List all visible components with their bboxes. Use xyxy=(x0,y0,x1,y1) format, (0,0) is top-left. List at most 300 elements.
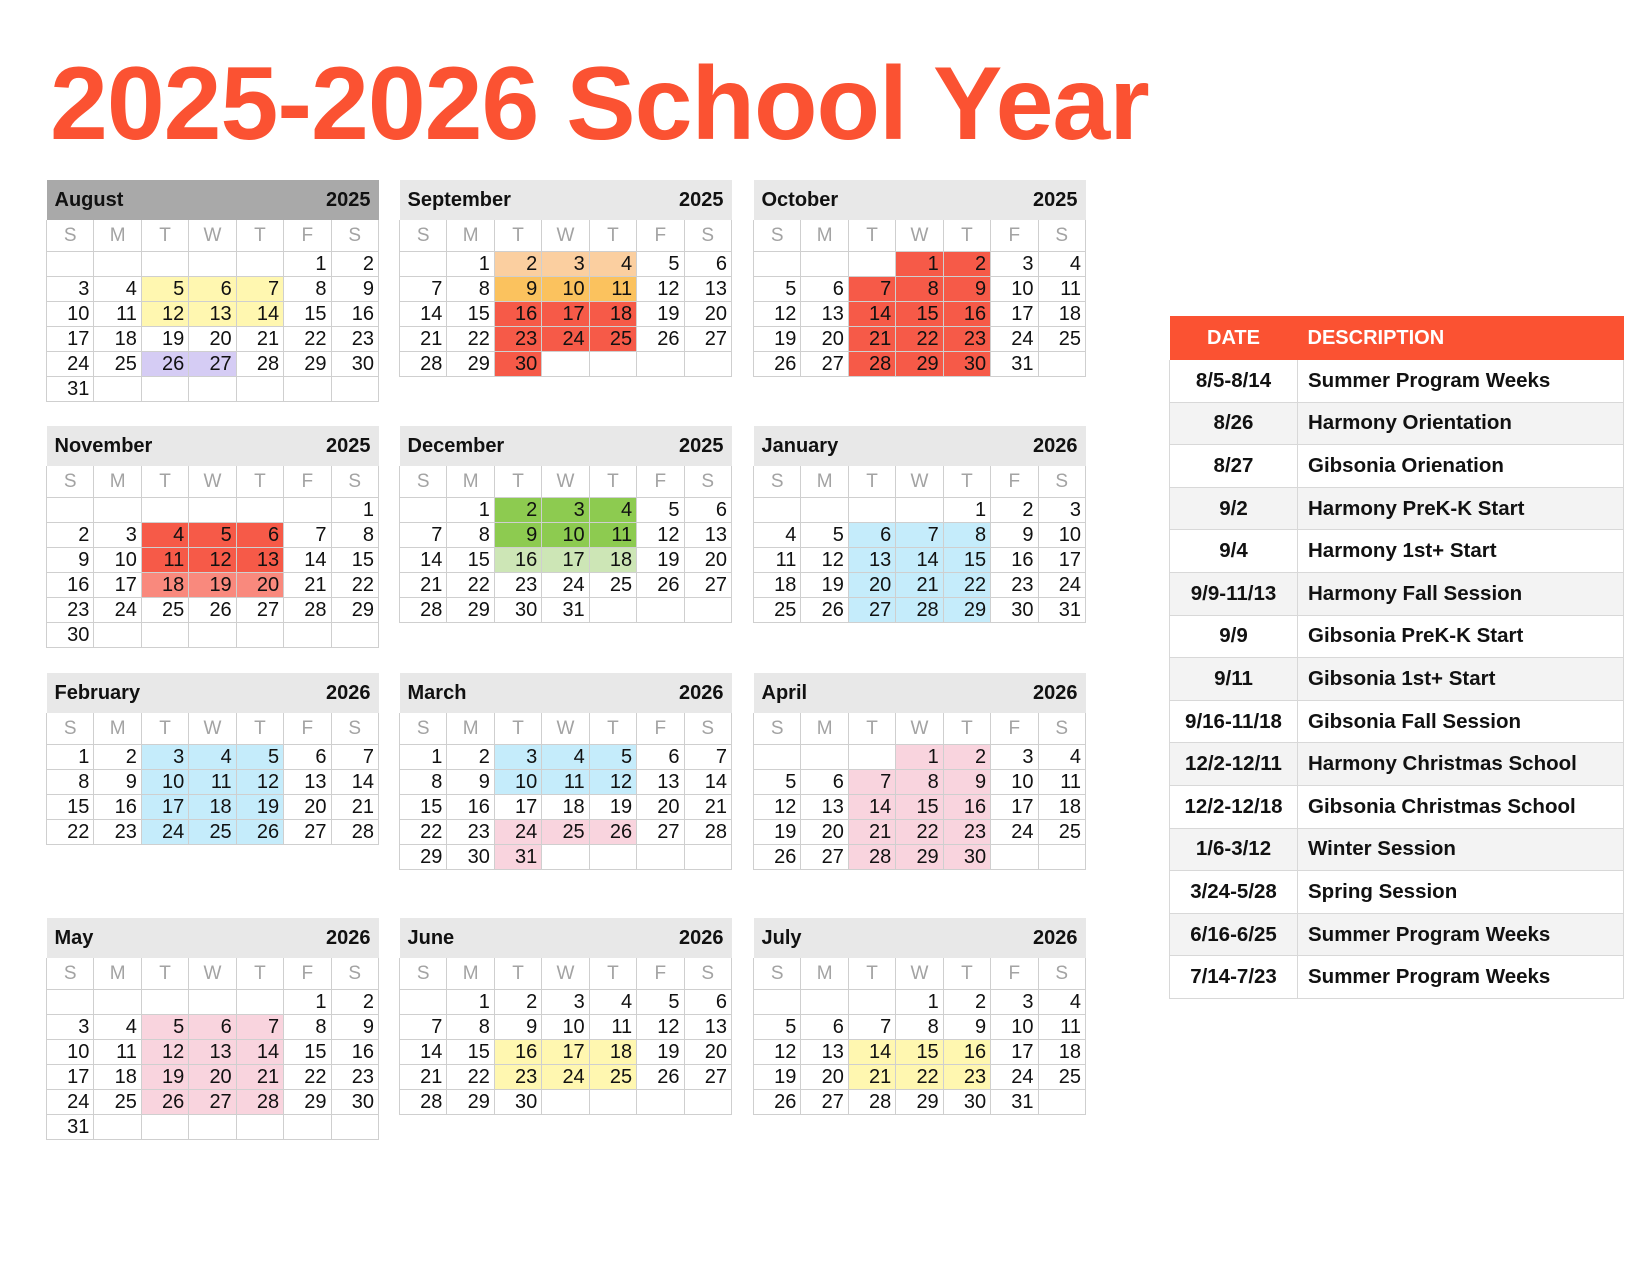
day-cell: 5 xyxy=(637,252,684,277)
legend-row xyxy=(1170,487,1624,530)
week-row xyxy=(400,548,732,573)
legend-row xyxy=(1170,572,1624,615)
weekday-label: S xyxy=(331,958,378,990)
week-row xyxy=(47,523,379,548)
day-cell: 1 xyxy=(896,990,943,1015)
empty-day-cell xyxy=(236,498,283,523)
day-cell: 17 xyxy=(991,302,1038,327)
empty-day-cell xyxy=(848,252,895,277)
week-row xyxy=(47,1090,379,1115)
day-cell: 7 xyxy=(400,1015,447,1040)
day-cell: 31 xyxy=(1038,598,1085,623)
weekday-label: S xyxy=(1038,958,1085,990)
week-row xyxy=(400,252,732,277)
legend-date: 8/5-8/14 xyxy=(1170,360,1298,402)
day-cell: 2 xyxy=(494,498,541,523)
weekday-label: W xyxy=(542,220,589,252)
day-cell: 18 xyxy=(589,548,636,573)
day-cell: 6 xyxy=(848,523,895,548)
day-cell: 30 xyxy=(943,352,990,377)
day-cell: 5 xyxy=(801,523,848,548)
empty-day-cell xyxy=(284,623,331,648)
weekday-label: S xyxy=(400,220,447,252)
day-cell: 26 xyxy=(141,352,188,377)
empty-day-cell xyxy=(801,990,848,1015)
day-cell: 4 xyxy=(589,252,636,277)
empty-day-cell xyxy=(141,1115,188,1140)
day-cell: 5 xyxy=(754,1015,801,1040)
weekday-label: T xyxy=(943,220,990,252)
empty-day-cell xyxy=(47,252,94,277)
day-cell: 16 xyxy=(943,302,990,327)
day-cell: 10 xyxy=(47,1040,94,1065)
day-cell: 2 xyxy=(943,990,990,1015)
empty-day-cell xyxy=(47,498,94,523)
weekday-label: S xyxy=(400,466,447,498)
day-cell: 16 xyxy=(47,573,94,598)
day-cell: 14 xyxy=(684,770,731,795)
day-cell: 3 xyxy=(991,252,1038,277)
weekday-label: F xyxy=(284,958,331,990)
day-cell: 23 xyxy=(494,573,541,598)
day-cell: 19 xyxy=(189,573,236,598)
day-cell: 4 xyxy=(1038,252,1085,277)
day-cell: 15 xyxy=(47,795,94,820)
legend-description: Harmony 1st+ Start xyxy=(1298,530,1624,573)
day-cell: 28 xyxy=(896,598,943,623)
month-name: November xyxy=(47,426,237,466)
day-cell: 22 xyxy=(47,820,94,845)
month-year: 2026 xyxy=(943,426,1085,466)
day-cell: 3 xyxy=(542,990,589,1015)
day-cell: 15 xyxy=(896,302,943,327)
empty-day-cell xyxy=(684,1090,731,1115)
weekday-label: T xyxy=(589,220,636,252)
day-cell: 16 xyxy=(943,795,990,820)
weekday-label: S xyxy=(754,713,801,745)
month-name: May xyxy=(47,918,237,958)
day-cell: 31 xyxy=(47,1115,94,1140)
weekday-label: S xyxy=(331,220,378,252)
day-cell: 21 xyxy=(400,1065,447,1090)
day-cell: 16 xyxy=(494,548,541,573)
weekday-label: W xyxy=(896,466,943,498)
empty-day-cell xyxy=(94,990,141,1015)
empty-day-cell xyxy=(589,845,636,870)
weekday-label: T xyxy=(141,713,188,745)
weekday-label: T xyxy=(589,713,636,745)
weekday-label: S xyxy=(754,220,801,252)
day-cell: 13 xyxy=(637,770,684,795)
day-cell: 26 xyxy=(236,820,283,845)
day-cell: 8 xyxy=(943,523,990,548)
empty-day-cell xyxy=(284,377,331,402)
empty-day-cell xyxy=(754,990,801,1015)
empty-day-cell xyxy=(189,498,236,523)
day-cell: 6 xyxy=(801,1015,848,1040)
legend-row xyxy=(1170,402,1624,445)
weekday-label: M xyxy=(94,466,141,498)
day-cell: 19 xyxy=(801,573,848,598)
week-row xyxy=(400,523,732,548)
day-cell: 22 xyxy=(896,820,943,845)
day-cell: 9 xyxy=(331,1015,378,1040)
week-row xyxy=(47,598,379,623)
weekday-label: M xyxy=(447,713,494,745)
day-cell: 18 xyxy=(189,795,236,820)
month-calendar-january xyxy=(753,426,1086,623)
legend-row xyxy=(1170,530,1624,573)
day-cell: 23 xyxy=(991,573,1038,598)
day-cell: 23 xyxy=(331,1065,378,1090)
empty-day-cell xyxy=(684,352,731,377)
empty-day-cell xyxy=(637,352,684,377)
day-cell: 26 xyxy=(754,352,801,377)
day-cell: 28 xyxy=(236,352,283,377)
day-cell: 11 xyxy=(141,548,188,573)
month-name: September xyxy=(400,180,590,220)
weekday-label: S xyxy=(684,958,731,990)
day-cell: 11 xyxy=(1038,277,1085,302)
month-name: June xyxy=(400,918,590,958)
legend-row xyxy=(1170,658,1624,701)
empty-day-cell xyxy=(236,990,283,1015)
weekday-label: T xyxy=(494,713,541,745)
empty-day-cell xyxy=(189,623,236,648)
week-row xyxy=(754,598,1086,623)
week-row xyxy=(47,548,379,573)
weekday-label: S xyxy=(400,958,447,990)
day-cell: 3 xyxy=(47,277,94,302)
weekday-label: F xyxy=(284,466,331,498)
day-cell: 14 xyxy=(896,548,943,573)
day-cell: 29 xyxy=(896,352,943,377)
week-row xyxy=(47,498,379,523)
day-cell: 28 xyxy=(400,352,447,377)
day-cell: 1 xyxy=(47,745,94,770)
week-row xyxy=(47,1040,379,1065)
day-cell: 15 xyxy=(284,1040,331,1065)
day-cell: 24 xyxy=(94,598,141,623)
empty-day-cell xyxy=(754,745,801,770)
day-cell: 18 xyxy=(94,327,141,352)
weekday-label: M xyxy=(801,713,848,745)
empty-day-cell xyxy=(189,1115,236,1140)
week-row xyxy=(400,820,732,845)
day-cell: 8 xyxy=(331,523,378,548)
day-cell: 23 xyxy=(943,327,990,352)
week-row xyxy=(754,770,1086,795)
empty-day-cell xyxy=(754,252,801,277)
day-cell: 6 xyxy=(284,745,331,770)
legend-description: Winter Session xyxy=(1298,828,1624,871)
day-cell: 13 xyxy=(236,548,283,573)
week-row xyxy=(754,1090,1086,1115)
day-cell: 10 xyxy=(542,1015,589,1040)
day-cell: 2 xyxy=(943,252,990,277)
week-row xyxy=(754,252,1086,277)
legend-row xyxy=(1170,956,1624,999)
weekday-label: T xyxy=(943,958,990,990)
day-cell: 6 xyxy=(637,745,684,770)
month-name: October xyxy=(754,180,944,220)
day-cell: 9 xyxy=(494,523,541,548)
day-cell: 12 xyxy=(236,770,283,795)
weekday-label: T xyxy=(236,958,283,990)
day-cell: 6 xyxy=(189,277,236,302)
day-cell: 15 xyxy=(284,302,331,327)
day-cell: 23 xyxy=(331,327,378,352)
day-cell: 13 xyxy=(189,1040,236,1065)
day-cell: 14 xyxy=(848,795,895,820)
day-cell: 24 xyxy=(47,1090,94,1115)
empty-day-cell xyxy=(47,990,94,1015)
weekday-label: M xyxy=(447,220,494,252)
weekday-label: S xyxy=(754,958,801,990)
day-cell: 6 xyxy=(189,1015,236,1040)
week-row xyxy=(400,327,732,352)
day-cell: 21 xyxy=(848,1065,895,1090)
week-row xyxy=(754,745,1086,770)
day-cell: 30 xyxy=(943,1090,990,1115)
day-cell: 22 xyxy=(284,327,331,352)
day-cell: 1 xyxy=(447,252,494,277)
empty-day-cell xyxy=(400,252,447,277)
weekday-label: F xyxy=(637,713,684,745)
day-cell: 28 xyxy=(848,352,895,377)
week-row xyxy=(754,820,1086,845)
month-name: February xyxy=(47,673,237,713)
day-cell: 20 xyxy=(848,573,895,598)
legend-description: Summer Program Weeks xyxy=(1298,956,1624,999)
day-cell: 25 xyxy=(1038,327,1085,352)
weekday-label: S xyxy=(47,220,94,252)
day-cell: 1 xyxy=(896,745,943,770)
weekday-label: F xyxy=(991,713,1038,745)
day-cell: 1 xyxy=(331,498,378,523)
day-cell: 19 xyxy=(589,795,636,820)
empty-day-cell xyxy=(684,598,731,623)
weekday-label: S xyxy=(1038,220,1085,252)
empty-day-cell xyxy=(141,623,188,648)
weekday-label: W xyxy=(189,466,236,498)
weekday-label: M xyxy=(447,958,494,990)
day-cell: 5 xyxy=(141,277,188,302)
legend-description: Harmony PreK-K Start xyxy=(1298,487,1624,530)
legend-date: 8/27 xyxy=(1170,445,1298,488)
day-cell: 25 xyxy=(754,598,801,623)
day-cell: 9 xyxy=(331,277,378,302)
day-cell: 5 xyxy=(236,745,283,770)
day-cell: 25 xyxy=(189,820,236,845)
month-name: March xyxy=(400,673,590,713)
week-row xyxy=(754,1015,1086,1040)
month-calendar-july xyxy=(753,918,1086,1115)
day-cell: 2 xyxy=(47,523,94,548)
day-cell: 23 xyxy=(47,598,94,623)
day-cell: 26 xyxy=(141,1090,188,1115)
empty-day-cell xyxy=(801,498,848,523)
day-cell: 17 xyxy=(47,1065,94,1090)
week-row xyxy=(47,327,379,352)
day-cell: 16 xyxy=(943,1040,990,1065)
weekday-label: S xyxy=(400,713,447,745)
legend-row xyxy=(1170,828,1624,871)
day-cell: 4 xyxy=(589,990,636,1015)
day-cell: 14 xyxy=(400,548,447,573)
day-cell: 4 xyxy=(94,277,141,302)
day-cell: 17 xyxy=(991,795,1038,820)
day-cell: 29 xyxy=(447,598,494,623)
weekday-label: T xyxy=(943,713,990,745)
day-cell: 11 xyxy=(189,770,236,795)
week-row xyxy=(400,277,732,302)
legend-date: 9/9-11/13 xyxy=(1170,572,1298,615)
month-year: 2026 xyxy=(236,673,378,713)
day-cell: 18 xyxy=(1038,795,1085,820)
day-cell: 8 xyxy=(284,277,331,302)
month-calendar-september xyxy=(399,180,732,377)
day-cell: 18 xyxy=(141,573,188,598)
weekday-label: M xyxy=(801,220,848,252)
empty-day-cell xyxy=(1038,352,1085,377)
day-cell: 22 xyxy=(400,820,447,845)
weekday-label: T xyxy=(236,713,283,745)
day-cell: 22 xyxy=(896,327,943,352)
day-cell: 2 xyxy=(991,498,1038,523)
day-cell: 12 xyxy=(141,302,188,327)
legend-date: 9/2 xyxy=(1170,487,1298,530)
day-cell: 26 xyxy=(637,573,684,598)
day-cell: 21 xyxy=(331,795,378,820)
empty-day-cell xyxy=(94,1115,141,1140)
week-row xyxy=(47,623,379,648)
day-cell: 16 xyxy=(331,302,378,327)
day-cell: 4 xyxy=(542,745,589,770)
day-cell: 24 xyxy=(141,820,188,845)
legend-description: Gibsonia Orienation xyxy=(1298,445,1624,488)
week-row xyxy=(47,1115,379,1140)
weekday-label: T xyxy=(236,220,283,252)
legend-date: 1/6-3/12 xyxy=(1170,828,1298,871)
day-cell: 29 xyxy=(896,1090,943,1115)
day-cell: 7 xyxy=(684,745,731,770)
day-cell: 8 xyxy=(896,1015,943,1040)
day-cell: 9 xyxy=(494,1015,541,1040)
empty-day-cell xyxy=(754,498,801,523)
day-cell: 14 xyxy=(236,302,283,327)
month-calendar-march xyxy=(399,673,732,870)
empty-day-cell xyxy=(236,252,283,277)
day-cell: 9 xyxy=(943,1015,990,1040)
empty-day-cell xyxy=(236,1115,283,1140)
empty-day-cell xyxy=(589,352,636,377)
month-year: 2026 xyxy=(589,918,731,958)
day-cell: 9 xyxy=(94,770,141,795)
weekday-label: W xyxy=(896,220,943,252)
month-year: 2026 xyxy=(589,673,731,713)
weekday-label: T xyxy=(141,958,188,990)
day-cell: 21 xyxy=(284,573,331,598)
empty-day-cell xyxy=(896,498,943,523)
day-cell: 7 xyxy=(400,523,447,548)
day-cell: 27 xyxy=(236,598,283,623)
weekday-label: T xyxy=(848,713,895,745)
day-cell: 14 xyxy=(331,770,378,795)
day-cell: 6 xyxy=(801,277,848,302)
day-cell: 13 xyxy=(848,548,895,573)
legend-description: Gibsonia Christmas School xyxy=(1298,785,1624,828)
day-cell: 12 xyxy=(801,548,848,573)
day-cell: 28 xyxy=(684,820,731,845)
month-calendar-april xyxy=(753,673,1086,870)
day-cell: 10 xyxy=(991,277,1038,302)
weekday-label: S xyxy=(684,220,731,252)
empty-day-cell xyxy=(141,377,188,402)
day-cell: 1 xyxy=(447,990,494,1015)
day-cell: 12 xyxy=(141,1040,188,1065)
day-cell: 19 xyxy=(236,795,283,820)
day-cell: 11 xyxy=(589,277,636,302)
day-cell: 5 xyxy=(589,745,636,770)
week-row xyxy=(400,1065,732,1090)
weekday-label: F xyxy=(991,958,1038,990)
week-row xyxy=(400,1040,732,1065)
day-cell: 17 xyxy=(47,327,94,352)
weekday-label: S xyxy=(47,466,94,498)
legend-date: 6/16-6/25 xyxy=(1170,913,1298,956)
day-cell: 27 xyxy=(684,573,731,598)
day-cell: 6 xyxy=(236,523,283,548)
day-cell: 20 xyxy=(801,820,848,845)
day-cell: 13 xyxy=(684,277,731,302)
day-cell: 26 xyxy=(637,327,684,352)
weekday-label: T xyxy=(589,466,636,498)
empty-day-cell xyxy=(94,377,141,402)
day-cell: 24 xyxy=(991,327,1038,352)
day-cell: 18 xyxy=(589,302,636,327)
day-cell: 29 xyxy=(284,352,331,377)
day-cell: 10 xyxy=(141,770,188,795)
day-cell: 11 xyxy=(542,770,589,795)
empty-day-cell xyxy=(400,498,447,523)
month-calendar-october xyxy=(753,180,1086,377)
day-cell: 16 xyxy=(494,302,541,327)
legend-date: 9/9 xyxy=(1170,615,1298,658)
legend-description: Gibsonia Fall Session xyxy=(1298,700,1624,743)
day-cell: 22 xyxy=(447,327,494,352)
day-cell: 20 xyxy=(236,573,283,598)
month-year: 2025 xyxy=(589,180,731,220)
day-cell: 14 xyxy=(284,548,331,573)
day-cell: 14 xyxy=(848,302,895,327)
day-cell: 13 xyxy=(189,302,236,327)
empty-day-cell xyxy=(141,990,188,1015)
day-cell: 13 xyxy=(684,1015,731,1040)
day-cell: 27 xyxy=(189,1090,236,1115)
weekday-label: S xyxy=(684,713,731,745)
day-cell: 8 xyxy=(896,277,943,302)
day-cell: 15 xyxy=(896,1040,943,1065)
weekday-label: W xyxy=(542,713,589,745)
day-cell: 27 xyxy=(684,1065,731,1090)
day-cell: 10 xyxy=(494,770,541,795)
day-cell: 10 xyxy=(1038,523,1085,548)
day-cell: 27 xyxy=(637,820,684,845)
legend-date: 12/2-12/11 xyxy=(1170,743,1298,786)
day-cell: 2 xyxy=(494,252,541,277)
day-cell: 6 xyxy=(684,252,731,277)
